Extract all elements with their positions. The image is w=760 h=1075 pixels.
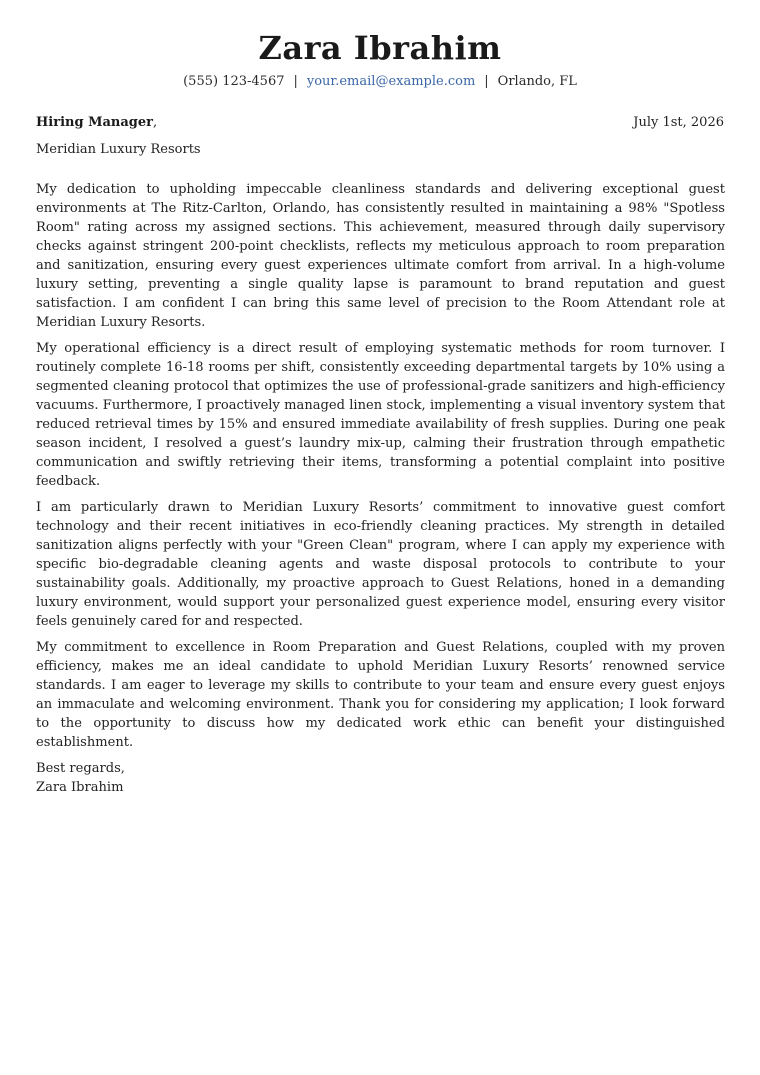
recipient-company: Meridian Luxury Resorts (36, 142, 201, 157)
letter-date: July 1st, 2026 (633, 115, 724, 130)
body-paragraph: My commitment to excellence in Room Preparation and Guest Relations, coupled with my proven efficiency, makes me an ideal candidate to uphold Meridian Luxury Resorts’ renowned service standards. I am eager to leverage my skills to contribute to your team and ensure every guest enjoys an immaculate and welcoming environment. Thank you for considering my application; I look forward to the opportunity to discuss how my dedicated work ethic can benefit your distinguished establishment. (36, 640, 725, 750)
email-link[interactable]: your.email@example.com (306, 74, 476, 89)
body-paragraph: I am particularly drawn to Meridian Luxury Resorts’ commitment to innovative guest comfort technology and their recent initiatives in eco-friendly cleaning practices. My strength in detailed sanitization aligns perfectly with your "Green Clean" program, where I can apply my experience with specific bio-degradable cleaning agents and waste disposal protocols to contribute to your sustainability goals. Additionally, my proactive approach to Guest Relations, honed in a demanding luxury environment, would support your personalized guest experience model, ensuring every visitor feels genuinely cared for and respected. (36, 500, 725, 629)
recipient (36, 114, 157, 132)
phone-number: (555) 123-4567 (183, 74, 285, 89)
signature-name: Zara Ibrahim (36, 780, 124, 795)
applicant-name: Zara Ibrahim (258, 29, 502, 67)
contact-separator: | (293, 74, 298, 89)
closing-salutation: Best regards, (36, 761, 125, 776)
letter-body (36, 180, 725, 797)
closing-block (36, 759, 725, 797)
recipient-title-comma: , (152, 115, 158, 130)
contact-line (0, 73, 760, 91)
body-paragraph: My dedication to upholding impeccable cleanliness standards and delivering exceptional guest environments at The Ritz-Carlton, Orlando, has consistently resulted in maintaining a 98% "Spotless Room" rating across my assigned sections. This achievement, measured through daily supervisory checks against stringent 200-point checklists, reflects my meticulous approach to room preparation and sanitization, ensuring every guest experiences ultimate comfort from arrival. In a high-volume luxury setting, preventing a single quality lapse is paramount to brand reputation and guest satisfaction. I am confident I can bring this same level of precision to the Room Attendant role at Meridian Luxury Resorts. (36, 182, 725, 330)
body-paragraph: My operational efficiency is a direct result of employing systematic methods for room turnover. I routinely complete 16-18 rooms per shift, consistently exceeding departmental targets by 10% using a segmented cleaning protocol that optimizes the use of professional-grade sanitizers and high-efficiency vacuums. Furthermore, I proactively managed linen stock, implementing a visual inventory system that reduced retrieval times by 15% and ensured immediate availability of fresh supplies. During one peak season incident, I resolved a guest’s laundry mix-up, calming their frustration through empathetic communication and swiftly retrieving their items, transforming a potential complaint into positive feedback. (36, 341, 725, 489)
recipient-date-row (36, 114, 724, 132)
recipient-title: Hiring Manager (36, 115, 153, 130)
location: Orlando, FL (497, 74, 577, 89)
contact-separator: | (484, 74, 489, 89)
